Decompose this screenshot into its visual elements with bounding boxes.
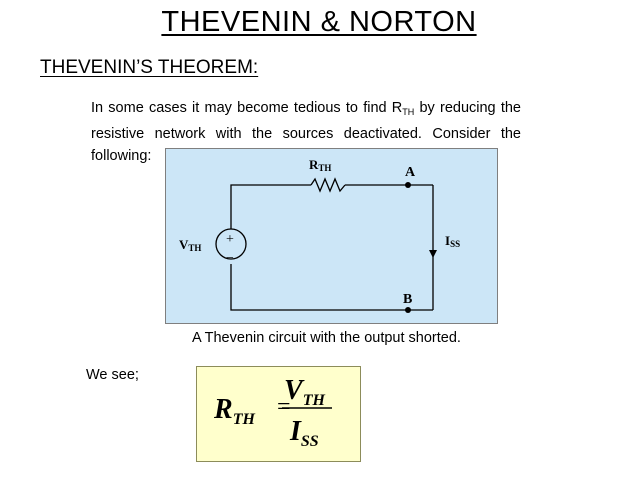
top-wire (231, 185, 311, 240)
current-arrow (429, 250, 437, 258)
formula-denominator: $I_{SS}$ (290, 416, 319, 450)
thevenin-circuit-diagram (165, 148, 498, 324)
rth-formula (196, 366, 361, 462)
node-a-label: A (405, 165, 416, 180)
paragraph-text-end: by reducing the resistive network with the sources deactivated. Consider the following: (91, 100, 521, 164)
slide-title: THEVENIN & NORTON (161, 6, 477, 38)
current-label: ISS (445, 233, 461, 249)
section-heading: THEVENIN’S THEOREM: (40, 57, 259, 78)
formula-equals: = (277, 394, 291, 420)
plus-sign: + (226, 232, 234, 247)
node-a-dot (405, 182, 411, 188)
formula-numerator: $V_{TH}$ (284, 375, 325, 409)
node-b-dot (405, 307, 411, 313)
formula-lhs: $R_{TH}$ (214, 394, 255, 428)
figure-caption: A Thevenin circuit with the output shorted. (192, 330, 461, 346)
resistor-label: RTH (309, 157, 332, 173)
paragraph-subscript: TH (402, 107, 415, 117)
node-b-label: B (403, 292, 413, 307)
paragraph-text-start: In some cases it may become tedious to find R (91, 100, 403, 116)
resistor-zigzag (311, 179, 345, 191)
we-see-text: We see; (86, 367, 139, 383)
minus-sign: − (226, 251, 234, 266)
source-label: VTH (179, 237, 202, 253)
